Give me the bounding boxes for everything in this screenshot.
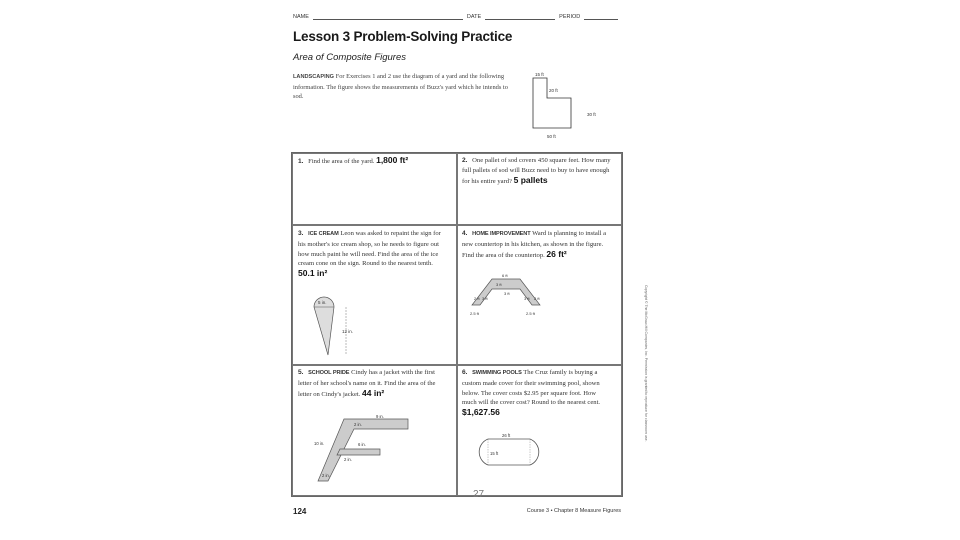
yard-label-30: 30 ft bbox=[587, 112, 596, 117]
question-2: 2. One pallet of sod covers 450 square feet. How many full pallets of sod will Buzz need to buy to have enough for his entire yard? 5 pallets bbox=[462, 157, 611, 185]
intro-body: For Exercises 1 and 2 use the diagram of a yard and the following information. The figure shows the measurements of Buzz's yard which he intends to sod. bbox=[293, 73, 508, 101]
counter-label-2ft-a: 2 ft bbox=[474, 296, 480, 301]
counter-label-3ft-b: 3 ft bbox=[504, 291, 510, 296]
date-label: DATE bbox=[466, 14, 482, 20]
question-6: 6. SWIMMING POOLS The Cruz family is buying a custom made cover for their swimming pool, shown below. The cover costs $2.95 per square foot. How much will the cover cost? Round to the nearest cent. $1,627.56 bbox=[462, 369, 601, 418]
question-text: One pallet of sod covers 450 square feet. How many full pallets of sod will Buzz need to buy to have enough for his entire yard? bbox=[462, 157, 611, 185]
pool-figure bbox=[474, 431, 544, 467]
yard-label-15: 15 ft bbox=[535, 72, 544, 77]
problem-grid bbox=[291, 152, 623, 497]
answer: 26 ft² bbox=[546, 248, 567, 259]
lesson-subtitle: Area of Composite Figures bbox=[293, 52, 406, 63]
counter-label-3ft-a: 3 ft bbox=[496, 282, 502, 287]
question-category: SWIMMING POOLS bbox=[472, 370, 522, 376]
question-text: The Cruz family is buying a custom made cover for their swimming pool, shown below. The cover costs $2.95 per square foot. How much will the cover cost? Round to the nearest cent. bbox=[462, 369, 601, 407]
answer: $1,627.56 bbox=[462, 407, 500, 418]
footer-page-number: 124 bbox=[293, 507, 307, 516]
answer: 1,800 ft² bbox=[376, 155, 409, 165]
counter-label-3ft-d: 3 ft bbox=[524, 296, 530, 301]
question-5: 5. SCHOOL PRIDE Cindy has a jacket with the first letter of her school's name on it. Find the area of the letter on Cindy's jacket. 44 in² bbox=[298, 369, 436, 398]
pool-label-26ft: 26 ft bbox=[502, 433, 511, 438]
counter-label-2ft-b: 2 ft bbox=[534, 296, 540, 301]
answer: 44 in² bbox=[362, 387, 385, 398]
yard-label-50: 50 ft bbox=[547, 134, 556, 139]
answer: 50.1 in² bbox=[298, 268, 328, 279]
letter-label-6in: 6 in. bbox=[358, 442, 366, 447]
yard-label-20: 20 ft bbox=[549, 88, 558, 93]
page-number: 27 bbox=[473, 489, 485, 500]
counter-label-25ft-b: 2.5 ft bbox=[526, 311, 535, 316]
question-4: 4. HOME IMPROVEMENT Ward is planning to install a new countertop in his kitchen, as shown in the figure. Find the area of the countertop. 26 ft² bbox=[462, 230, 607, 259]
lesson-title: Lesson 3 Problem-Solving Practice bbox=[293, 29, 513, 44]
letter-label-2in-c: 2 in. bbox=[322, 473, 330, 478]
counter-label-6ft: 6 ft bbox=[502, 273, 508, 278]
worksheet-page bbox=[283, 0, 648, 540]
question-category: ICE CREAM bbox=[308, 231, 339, 237]
question-1: 1. Find the area of the yard. 1,800 ft² bbox=[298, 155, 409, 165]
ice-cream-cone-figure bbox=[306, 293, 366, 363]
name-label: NAME bbox=[293, 14, 309, 20]
question-text: Cindy has a jacket with the first letter of her school's name on it. Find the area of the letter on Cindy's jacket. bbox=[298, 369, 436, 398]
yard-diagram bbox=[513, 70, 633, 150]
question-text: Leon was asked to repaint the sign for his mother's ice cream shop, so he needs to figure out how much paint he will need. Find the area of the ice cream cone on the sign. Round to the nearest tenth. bbox=[298, 230, 441, 268]
period-label: PERIOD bbox=[559, 14, 581, 20]
pool-label-15ft: 15 ft bbox=[490, 451, 499, 456]
question-category: HOME IMPROVEMENT bbox=[472, 231, 531, 237]
letter-label-2in-a: 2 in. bbox=[354, 422, 362, 427]
cone-label-5in: 5 in. bbox=[318, 300, 327, 305]
question-text: Ward is planning to install a new countertop in his kitchen, as shown in the figure. Find the area of the countertop. bbox=[462, 230, 607, 259]
letter-label-2in-b: 2 in. bbox=[344, 457, 352, 462]
counter-label-3ft-c: 3 ft bbox=[482, 296, 488, 301]
question-text: Find the area of the yard. bbox=[308, 158, 375, 165]
footer-course: Course 3 • Chapter 8 Measure Figures bbox=[526, 508, 621, 514]
intro-text bbox=[293, 72, 509, 102]
answer: 5 pallets bbox=[513, 174, 548, 185]
countertop-figure bbox=[470, 273, 562, 325]
question-3: 3. ICE CREAM Leon was asked to repaint the sign for his mother's ice cream shop, so he needs to figure out how much paint he will need. Find the area of the ice cream cone on the sign. Round to the nearest tenth. 50.1 in² bbox=[298, 230, 441, 279]
counter-label-25ft-a: 2.5 ft bbox=[470, 311, 479, 316]
copyright-notice: Copyright © The McGraw-Hill Companies, Inc. Permission is granted to reproduce for classroom use. bbox=[644, 285, 648, 442]
cone-label-12in: 12 in. bbox=[342, 329, 354, 334]
question-category: SCHOOL PRIDE bbox=[308, 370, 350, 376]
letter-figure bbox=[314, 415, 414, 487]
intro-category: LANDSCAPING bbox=[293, 74, 335, 80]
letter-label-10in: 10 in. bbox=[314, 441, 325, 446]
letter-label-9in: 9 in. bbox=[376, 415, 384, 419]
header-line bbox=[293, 14, 633, 20]
